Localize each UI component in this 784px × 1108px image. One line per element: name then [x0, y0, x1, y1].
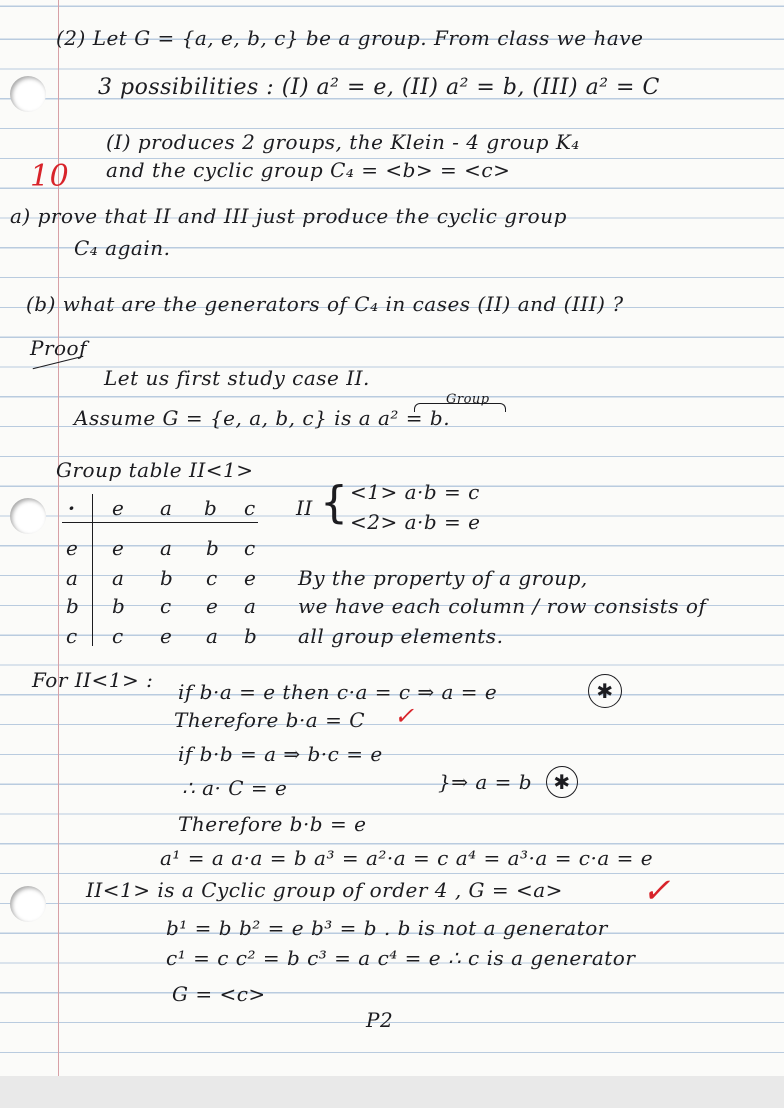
table-title: Group table II<1> — [56, 458, 254, 482]
table-row-label: e — [66, 536, 79, 560]
case-1: <1> a·b = c — [350, 480, 480, 504]
cases-roman: II — [296, 496, 313, 520]
part-a-line-2: C₄ again. — [74, 236, 171, 260]
proof-label: Proof — [30, 336, 88, 360]
derivation-line-4: ∴ a· C = e — [182, 776, 288, 800]
problem-line-3: (I) produces 2 groups, the Klein - 4 group K₄ — [106, 130, 580, 154]
part-b: (b) what are the generators of C₄ in cases (II) and (III) ? — [26, 292, 624, 316]
property-line-1: By the property of a group, — [298, 566, 588, 590]
binder-hole — [10, 886, 46, 922]
problem-line-1: (2) Let G = {a, e, b, c} be a group. From class we have — [56, 26, 644, 50]
check-mark: ✓ — [394, 702, 415, 730]
table-row-label: c — [66, 624, 78, 648]
problem-line-2: 3 possibilities : (I) a² = e, (II) a² = b, (III) a² = C — [98, 75, 660, 100]
table-cell: a — [244, 594, 257, 618]
contradiction-star: ✱ — [546, 766, 578, 798]
grade-mark: 10 — [30, 159, 70, 194]
case-2: <2> a·b = e — [350, 510, 481, 534]
table-cell: a — [206, 624, 219, 648]
table-cell: c — [112, 624, 124, 648]
table-row-label: a — [66, 566, 79, 590]
derivation-line-6: a¹ = a a·a = b a³ = a²·a = c a⁴ = a³·a = c·a = e — [160, 846, 654, 870]
table-cell: b — [160, 566, 174, 590]
table-header-cell: b — [204, 496, 218, 520]
table-cell: e — [244, 566, 257, 590]
table-operator: · — [68, 496, 76, 520]
derivation-line-1: if b·a = e then c·a = c ⇒ a = e — [178, 680, 498, 704]
derivation-line-3: if b·b = a ⇒ b·c = e — [178, 742, 383, 766]
table-cell: b — [206, 536, 220, 560]
part-a-line-1: a) prove that II and III just produce the cyclic group — [10, 204, 567, 228]
table-row-label: b — [66, 594, 80, 618]
derivation-line-9: c¹ = c c² = b c³ = a c⁴ = e ∴ c is a generator — [166, 946, 636, 970]
property-line-3: all group elements. — [298, 624, 504, 648]
page-number: P2 — [366, 1008, 394, 1032]
derivation-line-5: Therefore b·b = e — [178, 812, 367, 836]
derivation-line-2: Therefore b·a = C — [174, 708, 366, 732]
binder-hole — [10, 76, 46, 112]
proof-study: Let us first study case II. — [104, 366, 370, 390]
table-cell: e — [112, 536, 125, 560]
problem-line-4: and the cyclic group C₄ = <b> = <c> — [106, 158, 511, 182]
group-annotation: Group — [446, 392, 490, 407]
table-cell: e — [206, 594, 219, 618]
property-line-2: we have each column / row consists of — [298, 594, 707, 618]
table-header-cell: a — [160, 496, 173, 520]
derivation-line-8: b¹ = b b² = e b³ = b . b is not a generator — [166, 916, 608, 940]
table-cell: c — [244, 536, 256, 560]
binder-hole — [10, 498, 46, 534]
table-header-cell: c — [244, 496, 256, 520]
contradiction-star: ✱ — [588, 674, 622, 708]
table-cell: c — [206, 566, 218, 590]
derivation-label: For II<1> : — [32, 668, 154, 692]
table-cell: a — [160, 536, 173, 560]
table-cell: e — [160, 624, 173, 648]
table-cell: a — [112, 566, 125, 590]
table-cell: c — [160, 594, 172, 618]
proof-assume: Assume G = {e, a, b, c} is a a² = b. — [74, 406, 451, 430]
table-header-cell: e — [112, 496, 125, 520]
cases-brace: { — [320, 477, 349, 528]
brace-result: }⇒ a = b — [438, 770, 533, 794]
table-cell: b — [244, 624, 258, 648]
table-cell: b — [112, 594, 126, 618]
table-vertical-rule — [92, 494, 93, 646]
table-horizontal-rule — [62, 522, 258, 523]
check-mark-large: ✓ — [642, 871, 671, 911]
derivation-line-10: G = <c> — [172, 982, 266, 1006]
derivation-line-7: II<1> is a Cyclic group of order 4 , G = <a> — [86, 878, 563, 902]
